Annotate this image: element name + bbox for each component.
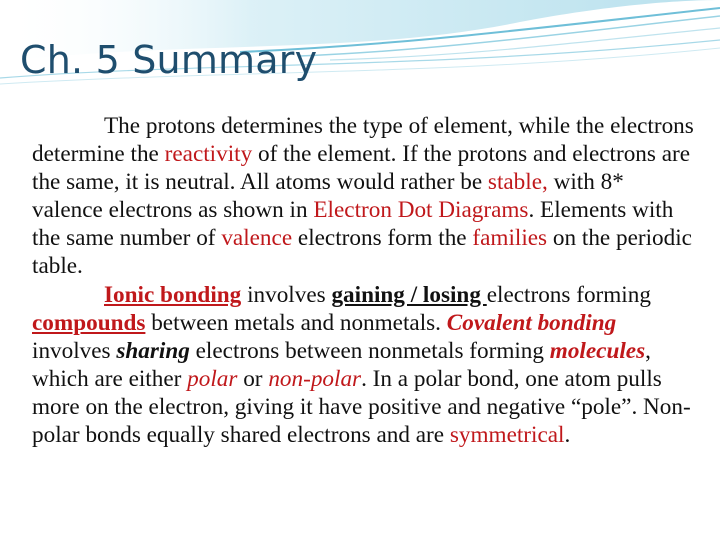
text-segment: of the element. If the protons and electrons are the same, it is neutral. All atoms would rather be	[32, 141, 691, 196]
term-gaining-losing: gaining / losing	[331, 281, 487, 308]
slide-title: Ch. 5 Summary	[20, 38, 318, 82]
text-segment: electrons between nonmetals forming	[189, 337, 550, 364]
text-segment: between metals and nonmetals.	[145, 309, 447, 336]
term-electron-dot-diagrams: Electron Dot Diagrams	[313, 197, 529, 224]
term-valence: valence	[221, 225, 293, 252]
term-symmetrical: symmetrical	[449, 422, 565, 449]
term-reactivity: reactivity	[164, 141, 253, 168]
term-ionic-bonding: Ionic bonding	[104, 281, 242, 308]
term-stable: stable,	[487, 169, 548, 196]
text-segment: . In a polar bond, one atom pulls more on the electron, giving it have positive and negative “pole”. Non-polar bonds equally shared electrons and are	[32, 365, 691, 449]
text-segment: electrons form the	[292, 225, 473, 252]
paragraph-bonding	[32, 281, 700, 450]
text-segment: with 8* valence electrons as shown in	[32, 169, 624, 224]
text-segment: involves	[241, 281, 332, 308]
term-polar: polar	[187, 365, 238, 392]
text-segment: on the periodic table.	[32, 225, 692, 280]
term-non-polar: non-polar	[268, 365, 362, 392]
summary-body	[32, 112, 700, 449]
text-segment: involves	[32, 337, 117, 364]
term-sharing: sharing	[116, 337, 190, 364]
term-compounds: compounds	[32, 309, 146, 336]
text-segment: The protons determines the type of element, while the electrons determine the	[32, 113, 694, 168]
paragraph-protons-electrons	[32, 112, 700, 281]
text-segment: or	[237, 365, 269, 392]
term-molecules: molecules	[549, 337, 646, 364]
text-segment: , which are either	[32, 337, 651, 392]
text-segment: electrons forming	[486, 281, 651, 308]
term-families: families	[472, 225, 548, 252]
text-segment: .	[564, 422, 571, 449]
term-covalent-bonding: Covalent bonding	[446, 309, 617, 336]
text-segment: . Elements with the same number of	[32, 197, 674, 252]
